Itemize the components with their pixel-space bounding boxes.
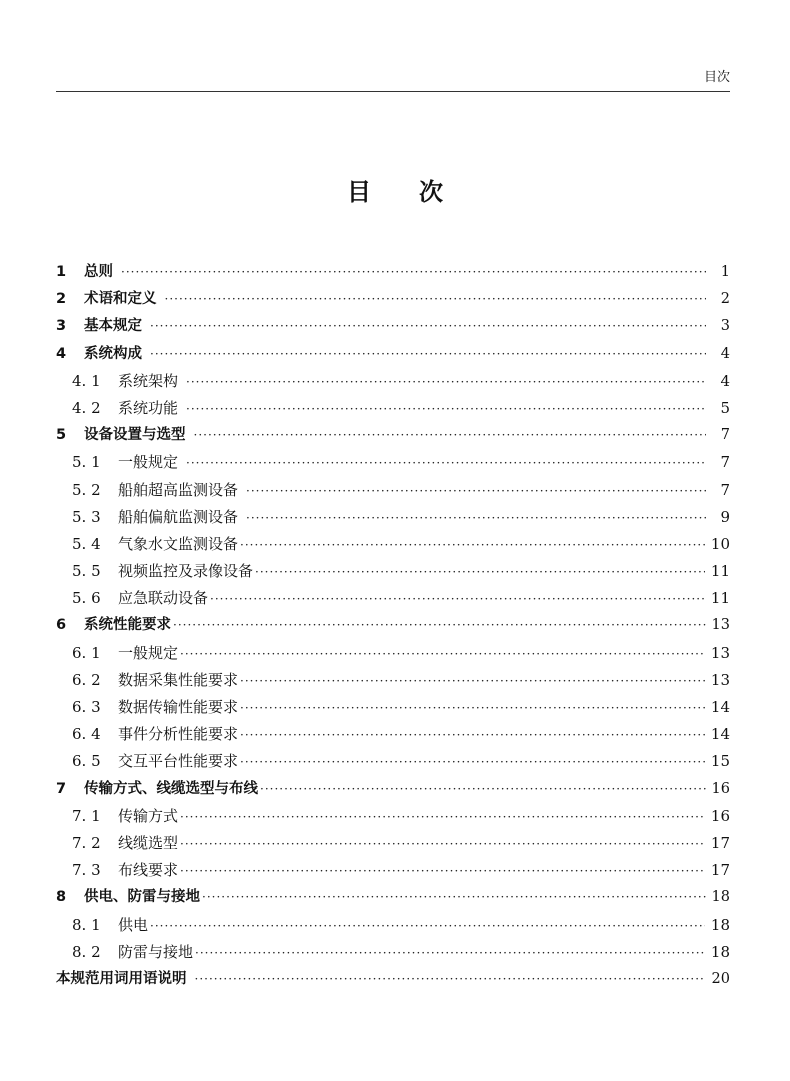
toc-leader <box>186 369 706 396</box>
toc-entry[interactable] <box>56 966 730 993</box>
toc-number: 4. 2 <box>72 398 101 417</box>
table-of-contents <box>56 259 730 993</box>
toc-number: 5. 3 <box>72 507 101 526</box>
toc-entry[interactable] <box>56 667 730 694</box>
toc-page: 13 <box>711 617 730 634</box>
toc-leader <box>150 341 706 368</box>
toc-leader <box>260 776 706 803</box>
toc-entry[interactable] <box>56 341 730 368</box>
toc-leader <box>180 858 705 885</box>
toc-page: 16 <box>711 780 730 797</box>
toc-page: 9 <box>720 507 730 526</box>
toc-entry[interactable] <box>56 531 730 558</box>
toc-number: 5. 1 <box>72 453 101 472</box>
toc-title: 系统架构 <box>118 371 179 390</box>
toc-leader <box>186 396 706 423</box>
toc-number: 4 <box>56 345 67 362</box>
toc-title: 设备设置与选型 <box>84 427 186 444</box>
toc-number: 7. 1 <box>72 806 101 825</box>
toc-leader <box>186 450 706 477</box>
toc-leader <box>121 259 706 286</box>
toc-leader <box>180 641 705 668</box>
toc-number: 6. 5 <box>72 752 101 771</box>
toc-leader <box>255 559 705 586</box>
toc-number: 2 <box>56 291 67 308</box>
toc-page: 13 <box>710 670 730 689</box>
toc-page: 7 <box>720 480 730 499</box>
toc-leader <box>165 286 707 313</box>
toc-number: 6. 1 <box>72 643 101 662</box>
toc-leader <box>202 884 706 911</box>
toc-number: 8. 1 <box>72 915 101 934</box>
toc-number: 7 <box>56 780 67 797</box>
toc-entry[interactable] <box>56 857 730 884</box>
toc-page: 5 <box>720 398 730 417</box>
toc-page: 15 <box>710 752 730 771</box>
toc-page: 14 <box>710 725 730 744</box>
toc-title: 数据传输性能要求 <box>118 698 239 716</box>
toc-entry[interactable] <box>56 912 730 939</box>
running-header: 目次 <box>703 70 730 85</box>
toc-page: 14 <box>710 698 730 716</box>
toc-page: 7 <box>720 453 730 472</box>
toc-leader <box>194 422 707 449</box>
toc-title: 供电、防雷与接地 <box>84 889 200 906</box>
toc-leader <box>195 940 705 967</box>
toc-entry[interactable] <box>56 884 730 911</box>
toc-page: 11 <box>710 562 730 581</box>
toc-title: 事件分析性能要求 <box>118 725 239 744</box>
toc-number: 7. 3 <box>72 861 101 880</box>
toc-page: 3 <box>720 318 730 335</box>
toc-entry[interactable] <box>56 422 730 449</box>
toc-entry[interactable] <box>56 612 730 639</box>
page-title: 目次 <box>347 178 491 206</box>
toc-title: 供电 <box>118 915 149 934</box>
toc-number: 5 <box>56 427 67 444</box>
toc-page: 7 <box>720 427 730 444</box>
toc-entry[interactable] <box>56 748 730 775</box>
toc-number: 3 <box>56 318 67 335</box>
toc-leader <box>150 913 705 940</box>
toc-title: 视频监控及录像设备 <box>118 562 254 581</box>
toc-entry[interactable] <box>56 313 730 340</box>
toc-number: 8. 2 <box>72 942 101 961</box>
toc-number: 6. 3 <box>72 698 101 716</box>
toc-entry[interactable] <box>56 504 730 531</box>
toc-leader <box>180 804 705 831</box>
toc-title: 系统构成 <box>84 345 142 362</box>
toc-entry[interactable] <box>56 640 730 667</box>
toc-leader <box>240 695 705 722</box>
toc-title: 应急联动设备 <box>118 589 209 608</box>
toc-entry[interactable] <box>56 939 730 966</box>
toc-title: 传输方式、线缆选型与布线 <box>84 780 258 797</box>
toc-number: 6. 4 <box>72 725 101 744</box>
toc-entry[interactable] <box>56 259 730 286</box>
toc-leader <box>246 505 706 532</box>
toc-title: 防雷与接地 <box>118 942 194 961</box>
toc-leader <box>180 831 705 858</box>
toc-entry[interactable] <box>56 368 730 395</box>
toc-title: 本规范用词用语说明 <box>56 970 187 987</box>
toc-title: 气象水文监测设备 <box>118 534 239 553</box>
toc-entry[interactable] <box>56 721 730 748</box>
toc-number: 6 <box>56 617 67 634</box>
toc-page: 4 <box>720 345 730 362</box>
toc-leader <box>240 532 705 559</box>
toc-title: 数据采集性能要求 <box>118 670 239 689</box>
toc-number: 5. 2 <box>72 480 101 499</box>
toc-page: 10 <box>710 534 730 553</box>
toc-leader <box>246 478 706 505</box>
toc-title: 基本规定 <box>84 318 142 335</box>
toc-leader <box>240 749 705 776</box>
toc-leader <box>240 668 705 695</box>
toc-number: 8 <box>56 889 67 906</box>
toc-entry[interactable] <box>56 286 730 313</box>
toc-title: 线缆选型 <box>118 833 179 852</box>
toc-title: 系统性能要求 <box>84 617 171 634</box>
toc-title: 船舶偏航监测设备 <box>118 507 239 526</box>
toc-page: 11 <box>710 589 730 608</box>
toc-title: 布线要求 <box>118 861 179 880</box>
toc-page: 17 <box>710 833 730 852</box>
toc-number: 7. 2 <box>72 833 101 852</box>
toc-page: 2 <box>720 291 730 308</box>
toc-entry[interactable] <box>56 558 730 585</box>
toc-title: 系统功能 <box>118 398 179 417</box>
toc-entry[interactable] <box>56 395 730 422</box>
toc-leader <box>195 966 706 993</box>
toc-title: 船舶超高监测设备 <box>118 480 239 499</box>
toc-page: 18 <box>710 915 730 934</box>
toc-entry[interactable] <box>56 585 730 612</box>
toc-number: 6. 2 <box>72 670 101 689</box>
toc-number: 1 <box>56 264 67 280</box>
toc-title: 一般规定 <box>118 643 179 662</box>
toc-title: 传输方式 <box>118 806 179 825</box>
toc-page: 18 <box>710 942 730 961</box>
toc-leader <box>173 612 706 639</box>
toc-leader <box>210 586 705 613</box>
toc-page: 17 <box>710 861 730 880</box>
toc-number: 5. 5 <box>72 562 101 581</box>
header-rule <box>56 91 730 92</box>
toc-number: 4. 1 <box>72 371 101 390</box>
toc-title: 一般规定 <box>118 453 179 472</box>
toc-page: 4 <box>720 371 730 390</box>
toc-entry[interactable] <box>56 449 730 476</box>
toc-number: 5. 4 <box>72 534 101 553</box>
toc-page: 18 <box>711 889 730 906</box>
toc-page: 1 <box>720 264 730 280</box>
toc-leader <box>150 313 706 340</box>
toc-entry[interactable] <box>56 776 730 803</box>
toc-title: 总则 <box>84 264 113 280</box>
toc-page: 16 <box>710 806 730 825</box>
toc-entry[interactable] <box>56 830 730 857</box>
toc-number: 5. 6 <box>72 589 101 608</box>
toc-entry[interactable] <box>56 694 730 721</box>
toc-page: 20 <box>711 970 730 987</box>
toc-title: 交互平台性能要求 <box>118 752 239 771</box>
toc-entry[interactable] <box>56 477 730 504</box>
toc-page: 13 <box>710 643 730 662</box>
toc-leader <box>240 722 705 749</box>
toc-entry[interactable] <box>56 803 730 830</box>
toc-title: 术语和定义 <box>84 291 157 308</box>
